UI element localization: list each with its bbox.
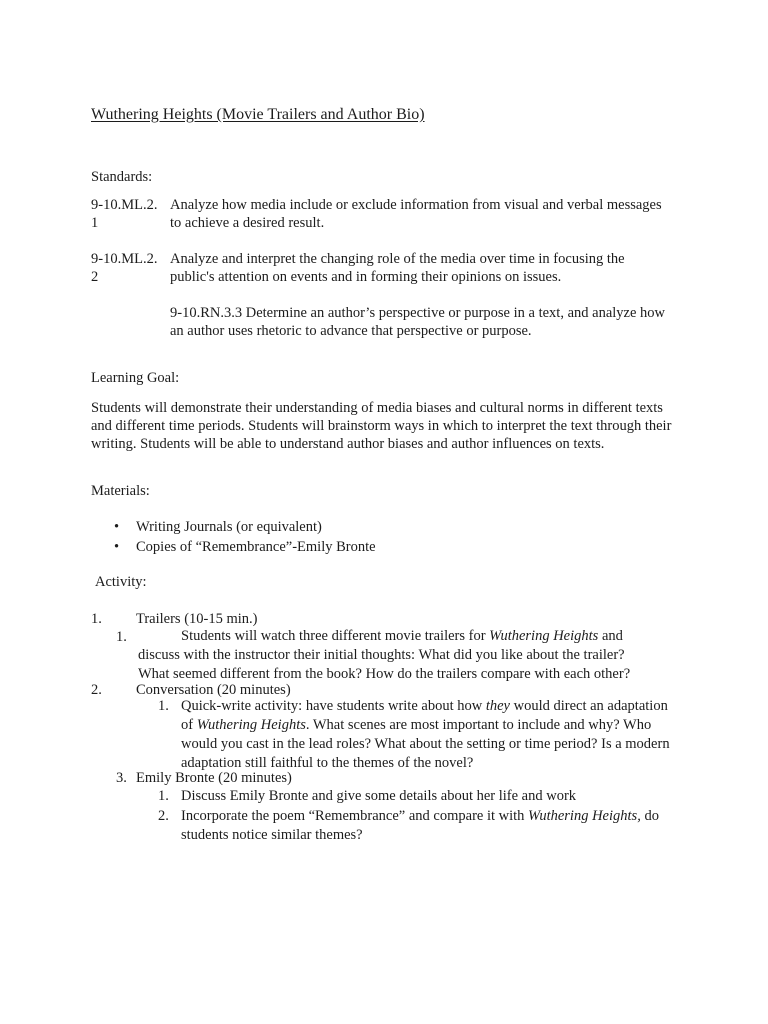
bullet-icon: • (114, 539, 120, 555)
step-number: 1. (91, 611, 102, 627)
learning-goal-text: Students will demonstrate their understanding of media biases and cultural norms in different texts and different time periods. Students will brainstorm ways in which to interpret the text through their writing. Students will be able to understand author biases and author influences on texts. (91, 400, 672, 452)
substep-number: 1. (158, 698, 169, 714)
substep-number: 1. (158, 788, 169, 804)
substep-text: Incorporate the poem “Remembrance” and compare it with Wuthering Heights, do students notice similar themes? (181, 808, 659, 843)
step-label: Emily Bronte (20 minutes) (136, 770, 292, 786)
materials-heading: Materials: (91, 483, 150, 499)
materials-item: Writing Journals (or equivalent) (136, 519, 322, 535)
step-label: Trailers (10-15 min.) (136, 611, 258, 627)
standard-code: 9-10.ML.2.2 (91, 251, 158, 285)
substep-text: Students will watch three different movie trailers for Wuthering Heights and discuss with the instructor their initial thoughts: What did you like about the trailer? What seemed different from the book? How do the trailers compare with each other? (138, 628, 631, 682)
standard-code: 9-10.ML.2.1 (91, 197, 158, 231)
step-number: 3. (116, 770, 127, 786)
standard-description: 9-10.RN.3.3 Determine an author’s perspective or purpose in a text, and analyze how an author uses rhetoric to advance that perspective or purpose. (170, 305, 665, 339)
materials-item: Copies of “Remembrance”-Emily Bronte (136, 539, 376, 555)
substep-number: 1. (116, 629, 127, 645)
document-title: Wuthering Heights (Movie Trailers and Author Bio) (91, 106, 425, 123)
bullet-icon: • (114, 519, 120, 535)
step-number: 2. (91, 682, 102, 698)
standard-description: Analyze how media include or exclude information from visual and verbal messages to achieve a desired result. (170, 197, 662, 231)
step-label: Conversation (20 minutes) (136, 682, 291, 698)
substep-text: Quick-write activity: have students write about how they would direct an adaptation of Wuthering Heights. What scenes are most important to include and why? Who would you cast in the lead roles? What about the setting or time period? Is a modern adaptation still faithful to the themes of the novel? (181, 698, 670, 771)
activity-heading: Activity: (95, 574, 147, 590)
substep-text: Discuss Emily Bronte and give some details about her life and work (181, 788, 577, 804)
learning-goal-heading: Learning Goal: (91, 370, 180, 386)
standard-description: Analyze and interpret the changing role of the media over time in focusing the public's attention on events and in forming their opinions on issues. (170, 251, 625, 285)
standards-heading: Standards: (91, 169, 153, 185)
substep-number: 2. (158, 808, 169, 824)
